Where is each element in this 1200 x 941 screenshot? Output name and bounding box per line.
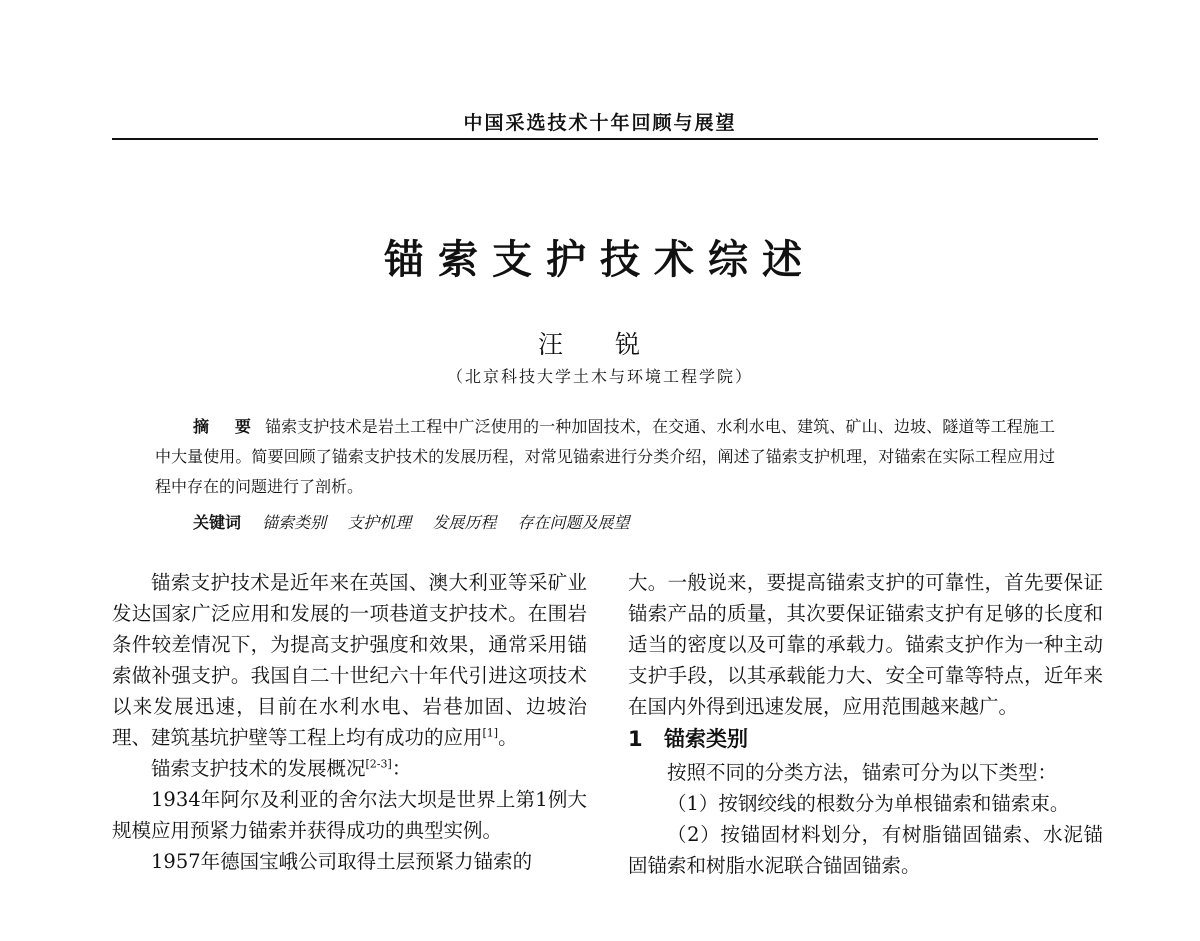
affiliation: （北京科技大学土木与环境工程学院） — [446, 367, 753, 386]
citation-ref: [2-3] — [365, 757, 392, 771]
body-paragraph: （2）按锚固材料划分，有树脂锚固锚索、水泥锚固锚索和树脂水泥联合锚固锚索。 — [628, 823, 1103, 877]
paragraph-text: 锚索支护技术的发展概况 — [151, 757, 366, 780]
punctuation: ： — [391, 757, 412, 780]
left-column — [112, 567, 587, 877]
body-paragraph: 大。一般说来，要提高锚索支护的可靠性，首先要保证锚索产品的质量，其次要保证锚索支护有足够的长度和适当的密度以及可靠的承载力。锚索支护作为一种主动支护手段，以其承载能力大、安全可靠等特点，近年来在国内外得到迅速发展，应用范围越来越广。 — [628, 571, 1103, 718]
paper-title: 锚索支护技术综述 — [384, 236, 816, 283]
keyword-term: 锚索类别 — [262, 513, 327, 532]
header-rule — [112, 138, 1098, 140]
keywords-label: 关键词 — [193, 513, 242, 532]
keyword-term: 存在问题及展望 — [517, 513, 630, 532]
body-paragraph: （1）按钢绞线的根数分为单根锚索和锚索束。 — [667, 792, 1070, 815]
section-number: 1 — [628, 727, 643, 751]
keyword-term: 支护机理 — [347, 513, 412, 532]
body-paragraph — [112, 753, 587, 784]
section-heading — [628, 722, 1103, 757]
punctuation: 。 — [498, 726, 518, 749]
keywords — [193, 508, 645, 538]
right-column — [628, 567, 1103, 881]
abstract-text: 锚索支护技术是岩土工程中广泛使用的一种加固技术，在交通、水利水电、建筑、矿山、边坡、隧道等工程施工中大量使用。简要回顾了锚索支护技术的发展历程，对常见锚索进行分类介绍，阐述了锚索支护机理，对锚索在实际工程应用过程中存在的问题进行了剖析。 — [155, 417, 1055, 496]
abstract — [155, 412, 1055, 502]
body-paragraph — [112, 567, 587, 753]
body-paragraph: 1934年阿尔及利亚的舍尔法大坝是世界上第1例大规模应用预紧力锚索并获得成功的典型实例。 — [112, 788, 587, 842]
keyword-term: 发展历程 — [432, 513, 497, 532]
body-paragraph: 按照不同的分类方法，锚索可分为以下类型： — [667, 761, 1058, 784]
section-title: 锚索类别 — [664, 727, 748, 751]
citation-ref: [1] — [482, 726, 499, 740]
body-paragraph: 1957年德国宝峨公司取得土层预紧力锚索的 — [151, 850, 533, 873]
author: 汪 锐 — [538, 330, 662, 359]
abstract-paragraph — [155, 412, 1055, 502]
abstract-label: 摘 要 — [193, 417, 261, 436]
running-header: 中国采选技术十年回顾与展望 — [463, 112, 737, 134]
paragraph-text: 锚索支护技术是近年来在英国、澳大利亚等采矿业发达国家广泛应用和发展的一项巷道支护技术。在围岩条件较差情况下，为提高支护强度和效果，通常采用锚索做补强支护。我国自二十世纪六十年代引进这项技术以来发展迅速，目前在水利水电、岩巷加固、边坡治理、建筑基坑护壁等工程上均有成功的应用 — [112, 571, 587, 749]
